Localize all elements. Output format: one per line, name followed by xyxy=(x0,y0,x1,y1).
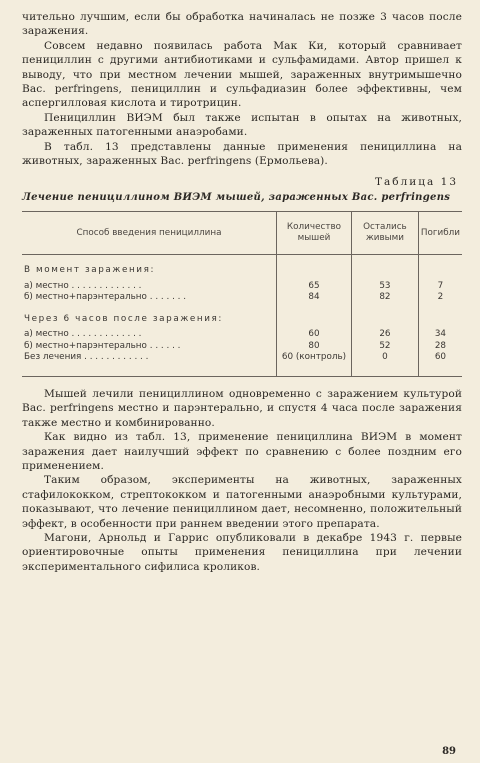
row-dead: 7 xyxy=(418,281,462,293)
paragraph-conclusion: Таким образом, эксперименты на животных, зараженных стафилококком, стрептококком и патогенными анаэробными культурами, показывают, что лечение пенициллином дает, несомненно, положительный эффект, в особенности при раннем введении этого препарата. xyxy=(22,474,462,530)
row-count: 60 xyxy=(277,329,352,341)
paragraph-mack-key: Совсем недавно появилась работа Мак Ки, который сравнивает пенициллин с другими антибиотиками и сульфамидами. Автор пришел к выводу, что при местном лечении мышей, зараженных внутримышечно Bac. perfringens, пенициллин и сульфадиазин более эффективны, чем аспергилловая кислота и тиротрицин. xyxy=(22,39,462,110)
paragraph-penicillin-viem: Пенициллин ВИЭМ был также испытан в опытах на животных, зараженных патогенными анаэробами. xyxy=(22,111,462,139)
table-row xyxy=(22,292,462,304)
section-row xyxy=(22,304,462,330)
header-method: Способ введения пенициллина xyxy=(22,212,277,255)
row-dead: 2 xyxy=(418,292,462,304)
row-label: а) местно . . . . . . . . . . . . . xyxy=(24,329,142,340)
row-count: 60 (контроль) xyxy=(277,352,352,376)
row-alive: 26 xyxy=(351,329,418,341)
row-alive: 53 xyxy=(351,281,418,293)
paragraph-method: Мышей лечили пенициллином одновременно с заражением культурой Bac. perfringens местно и парэнтерально, и спустя 4 часа после заражения также местно и комбинированно. xyxy=(22,387,462,429)
table-row xyxy=(22,352,462,376)
row-alive: 52 xyxy=(351,341,418,353)
table-header-row xyxy=(22,212,462,255)
paragraph-table-reference: В табл. 13 представлены данные применения пенициллина на животных, зараженных Bac. perfringens (Ермольева). xyxy=(22,140,462,168)
row-alive: 0 xyxy=(351,352,418,376)
header-count: Количество мышей xyxy=(277,212,352,255)
paragraph-comparison: Как видно из табл. 13, применение пенициллина ВИЭМ в момент заражения дает наилучший эффект по сравнению с более поздним его применением. xyxy=(22,431,462,472)
row-count: 80 xyxy=(277,341,352,353)
row-dead: 34 xyxy=(418,329,462,341)
row-label: б) местно+парэнтерально . . . . . . xyxy=(24,340,181,351)
paragraph-syphilis: Магони, Арнольд и Гаррис опубликовали в декабре 1943 г. первые ориентировочные опыты применения пенициллина при лечении экспериментального сифилиса кроликов. xyxy=(22,532,462,573)
page-number: 89 xyxy=(442,746,456,757)
paragraph-continuation: чительно лучшим, если бы обработка начиналась не позже 3 часов после заражения. xyxy=(22,11,462,38)
row-label: б) местно+парэнтерально . . . . . . . xyxy=(24,292,187,303)
table-row xyxy=(22,281,462,293)
row-count: 65 xyxy=(277,281,352,293)
header-alive: Остались живыми xyxy=(351,212,418,255)
table-number: Таблица 13 xyxy=(375,176,458,189)
table-row xyxy=(22,341,462,353)
section-label: В момент заражения: xyxy=(24,265,156,276)
section-label: Через 6 часов после заражения: xyxy=(24,313,223,324)
results-table xyxy=(22,211,462,377)
table-row xyxy=(22,329,462,341)
row-alive: 82 xyxy=(351,292,418,304)
row-dead: 60 xyxy=(418,352,462,376)
section-row xyxy=(22,255,462,281)
header-dead: Погибли xyxy=(418,212,462,255)
row-dead: 28 xyxy=(418,341,462,353)
row-label: а) местно . . . . . . . . . . . . . xyxy=(24,280,142,291)
row-label: Без лечения . . . . . . . . . . . . xyxy=(24,352,149,363)
row-count: 84 xyxy=(277,292,352,304)
table-title: Лечение пенициллином ВИЭМ мышей, зараженных Bac. perfringens xyxy=(22,192,451,204)
